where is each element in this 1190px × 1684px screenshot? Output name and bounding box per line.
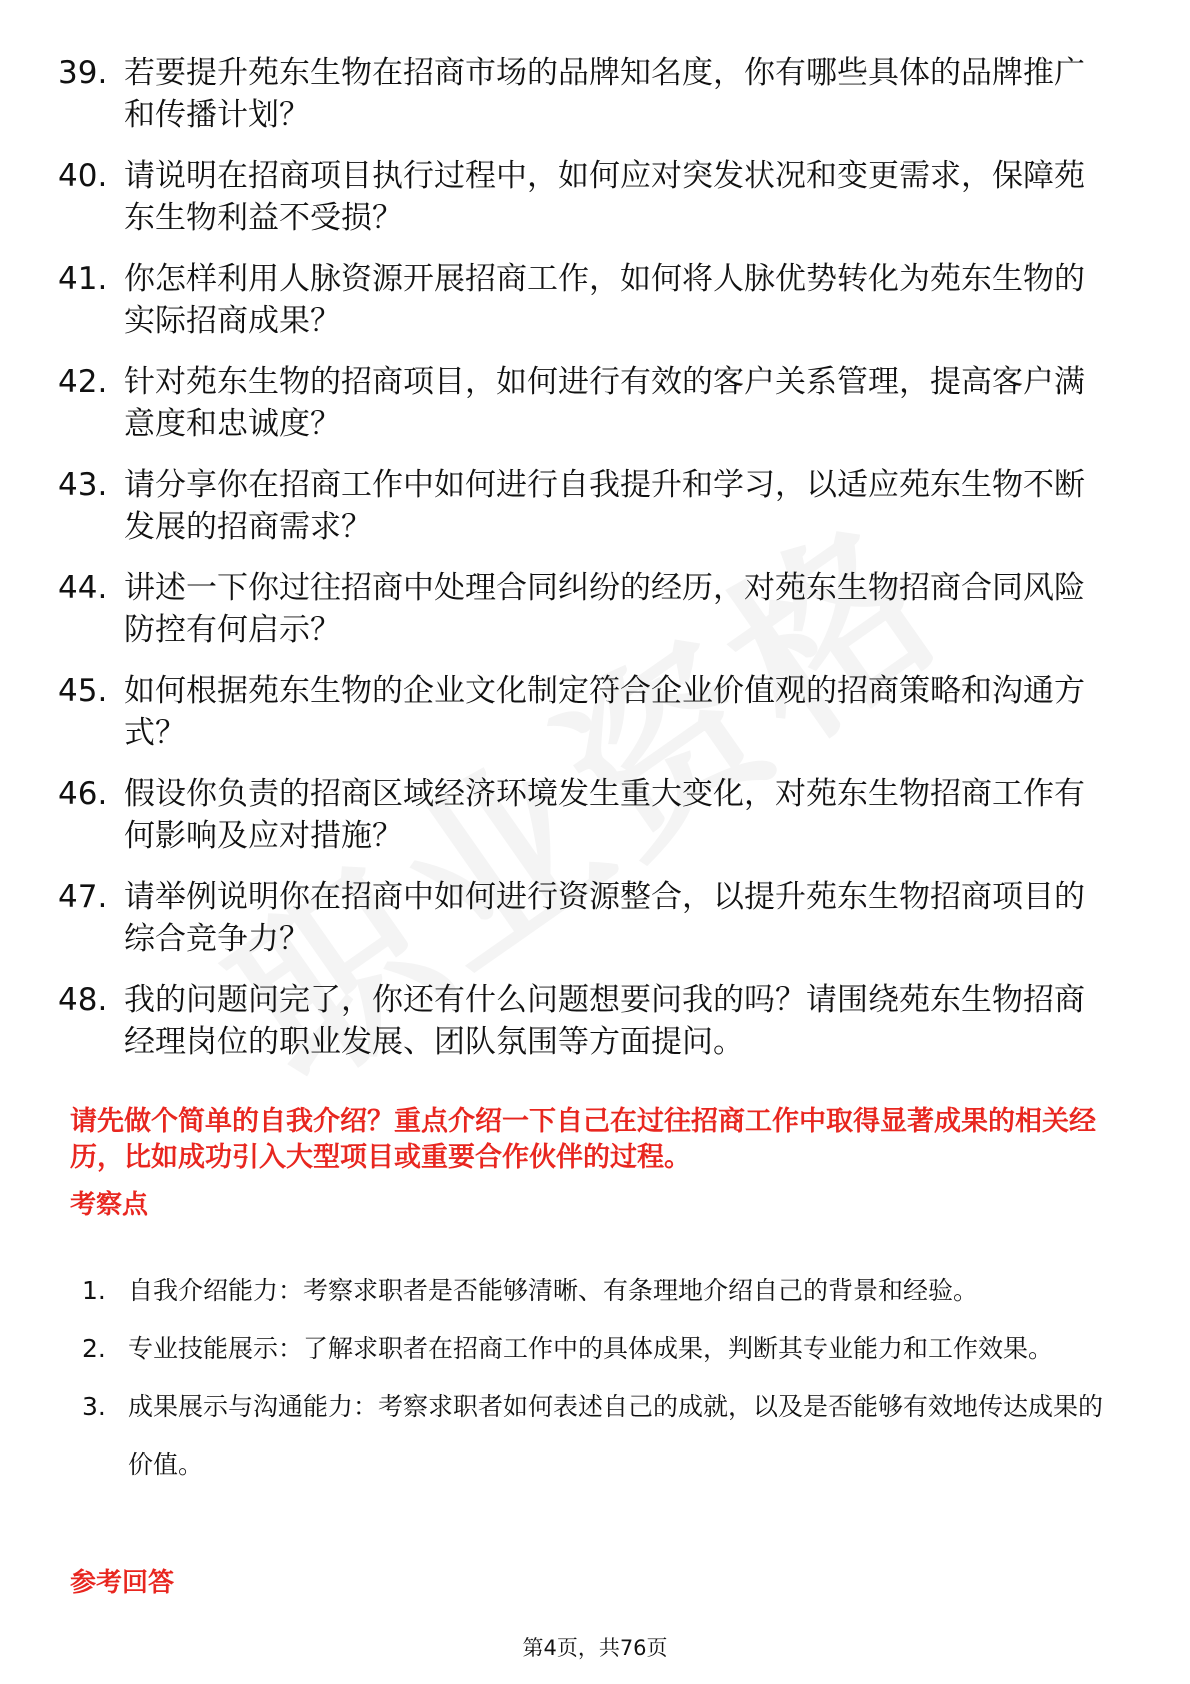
list-item	[58, 361, 1108, 445]
list-item	[58, 464, 1108, 548]
point-number: 2.	[82, 1334, 106, 1363]
question-number: 40.	[58, 158, 108, 194]
list-item	[82, 1262, 1122, 1320]
question-text: 讲述一下你过往招商中处理合同纠纷的经历，对苑东生物招商合同风险防控有何启示？	[124, 570, 1085, 648]
point-number: 1.	[82, 1276, 106, 1305]
question-number: 44.	[58, 570, 108, 606]
list-item	[58, 979, 1108, 1063]
question-text: 你怎样利用人脉资源开展招商工作，如何将人脉优势转化为苑东生物的实际招商成果？	[124, 261, 1085, 339]
question-number: 45.	[58, 673, 108, 709]
section-title-points: 考察点	[70, 1190, 149, 1220]
list-item	[58, 52, 1108, 136]
list-item	[58, 567, 1108, 651]
question-number: 42.	[58, 364, 108, 400]
point-number: 3.	[82, 1392, 106, 1421]
points-list	[82, 1262, 1122, 1494]
question-text: 请分享你在招商工作中如何进行自我提升和学习，以适应苑东生物不断发展的招商需求？	[124, 467, 1085, 545]
question-text: 如何根据苑东生物的企业文化制定符合企业价值观的招商策略和沟通方式？	[124, 673, 1085, 751]
question-text: 请举例说明你在招商中如何进行资源整合，以提升苑东生物招商项目的综合竞争力？	[124, 879, 1085, 957]
list-item	[58, 258, 1108, 342]
question-text: 我的问题问完了，你还有什么问题想要问我的吗？请围绕苑东生物招商经理岗位的职业发展、团队氛围等方面提问。	[124, 982, 1085, 1060]
question-number: 46.	[58, 776, 108, 812]
question-number: 41.	[58, 261, 108, 297]
question-number: 47.	[58, 879, 108, 915]
question-text: 若要提升苑东生物在招商市场的品牌知名度，你有哪些具体的品牌推广和传播计划？	[124, 55, 1085, 133]
question-list	[58, 52, 1108, 1082]
list-item	[58, 876, 1108, 960]
section-title-answer: 参考回答	[70, 1568, 175, 1598]
list-item	[58, 773, 1108, 857]
point-text: 专业技能展示：了解求职者在招商工作中的具体成果，判断其专业能力和工作效果。	[128, 1334, 1054, 1363]
highlight-question: 请先做个简单的自我介绍？重点介绍一下自己在过往招商工作中取得显著成果的相关经历，比如成功引入大型项目或重要合作伙伴的过程。	[70, 1106, 1096, 1173]
list-item	[58, 670, 1108, 754]
question-number: 39.	[58, 55, 108, 91]
question-number: 48.	[58, 982, 108, 1018]
question-number: 43.	[58, 467, 108, 503]
question-text: 假设你负责的招商区域经济环境发生重大变化，对苑东生物招商工作有何影响及应对措施？	[124, 776, 1085, 854]
question-text: 针对苑东生物的招商项目，如何进行有效的客户关系管理，提高客户满意度和忠诚度？	[124, 364, 1085, 442]
point-text: 自我介绍能力：考察求职者是否能够清晰、有条理地介绍自己的背景和经验。	[128, 1276, 979, 1305]
question-text: 请说明在招商项目执行过程中，如何应对突发状况和变更需求，保障苑东生物利益不受损？	[124, 158, 1085, 236]
list-item	[58, 155, 1108, 239]
list-item	[82, 1378, 1122, 1494]
list-item	[82, 1320, 1122, 1378]
point-text: 成果展示与沟通能力：考察求职者如何表述自己的成就，以及是否能够有效地传达成果的价值。	[128, 1392, 1104, 1479]
page-footer: 第4页，共76页	[522, 1636, 668, 1660]
